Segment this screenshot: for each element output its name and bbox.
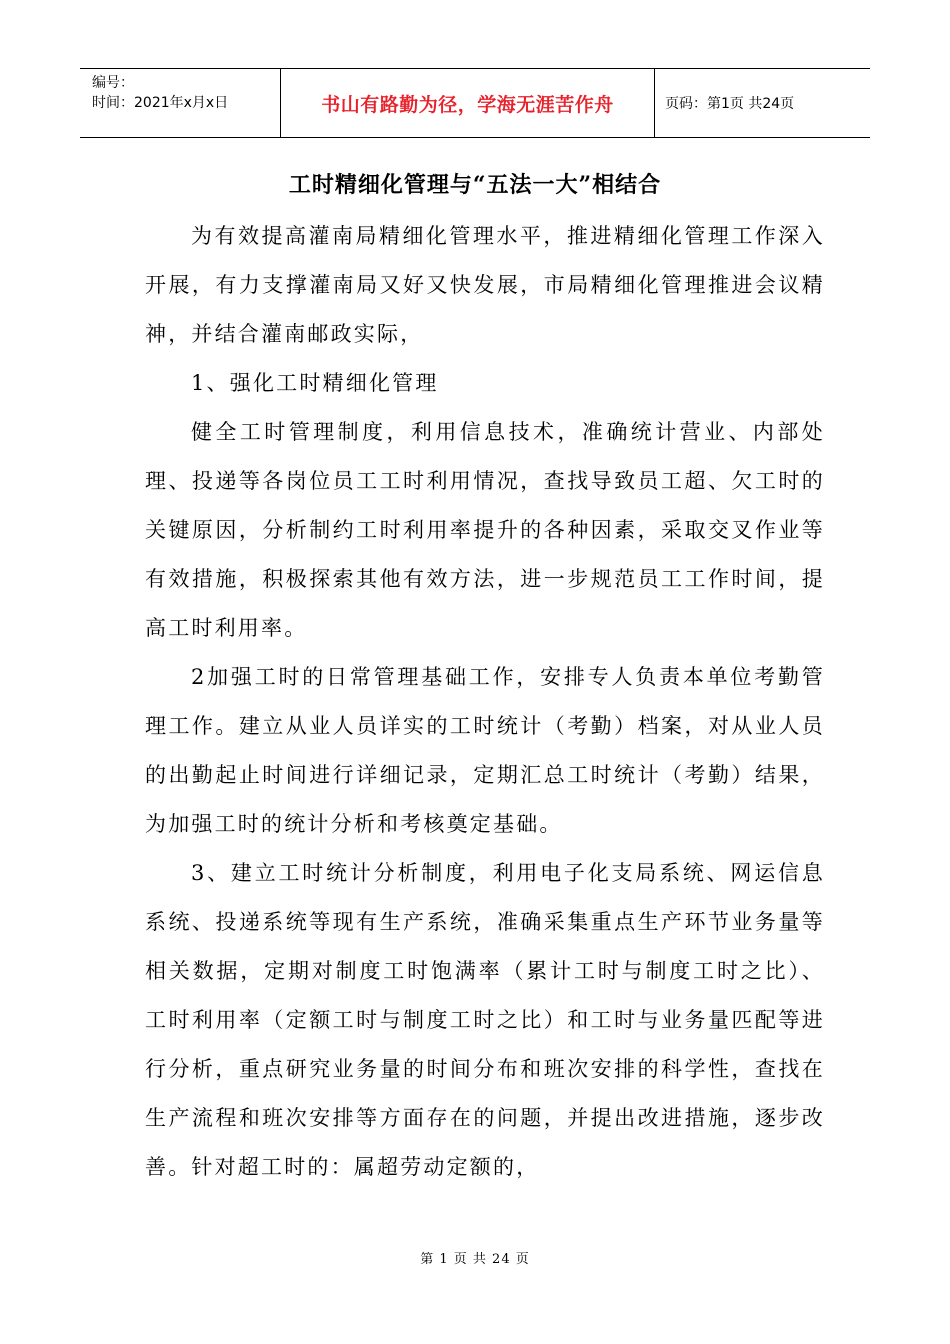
paragraph-2: 2加强工时的日常管理基础工作，安排专人负责本单位考勤管理工作。建立从业人员详实的工时统计（考勤）档案，对从业人员的出勤起止时间进行详细记录，定期汇总工时统计（考勤）结果，为加强工时的统计分析和考核奠定基础。 bbox=[145, 665, 825, 836]
header-motto bbox=[280, 69, 655, 137]
document-number-label: 编号： bbox=[92, 75, 134, 91]
paragraph-3: 3、建立工时统计分析制度，利用电子化支局系统、网运信息系统、投递系统等现有生产系统，准确采集重点生产环节业务量等相关数据，定期对制度工时饱满率（累计工时与制度工时之比）、工时利用率（定额工时与制度工时之比）和工时与业务量匹配等进行分析，重点研究业务量的时间分布和班次安排的科学性，查找在生产流程和班次安排等方面存在的问题，并提出改进措施，逐步改善。针对超工时的：属超劳动定额的， bbox=[145, 861, 825, 1179]
paragraph-1: 健全工时管理制度，利用信息技术，准确统计营业、内部处理、投递等各岗位员工工时利用情况，查找导致员工超、欠工时的关键原因，分析制约工时利用率提升的各种因素，采取交叉作业等有效措施，积极探索其他有效方法，进一步规范员工工作时间，提高工时利用率。 bbox=[145, 420, 825, 640]
document-header bbox=[80, 68, 870, 138]
document-title: 工时精细化管理与“五法一大”相结合 bbox=[288, 172, 662, 198]
header-meta bbox=[80, 69, 280, 137]
document-body bbox=[145, 212, 825, 1192]
page-info-text: 页码：第1页 共24页 bbox=[665, 96, 795, 112]
motto-text: 书山有路勤为径，学海无涯苦作舟 bbox=[321, 93, 614, 116]
header-page-info bbox=[655, 69, 870, 137]
paragraph-heading-1: 1、强化工时精细化管理 bbox=[191, 371, 439, 395]
page-footer: 第 1 页 共 24 页 bbox=[420, 1252, 530, 1267]
document-time-label: 时间：2021年x月x日 bbox=[92, 95, 229, 111]
paragraph-intro: 为有效提高灌南局精细化管理水平，推进精细化管理工作深入开展，有力支撑灌南局又好又快发展，市局精细化管理推进会议精神，并结合灌南邮政实际， bbox=[145, 224, 825, 346]
